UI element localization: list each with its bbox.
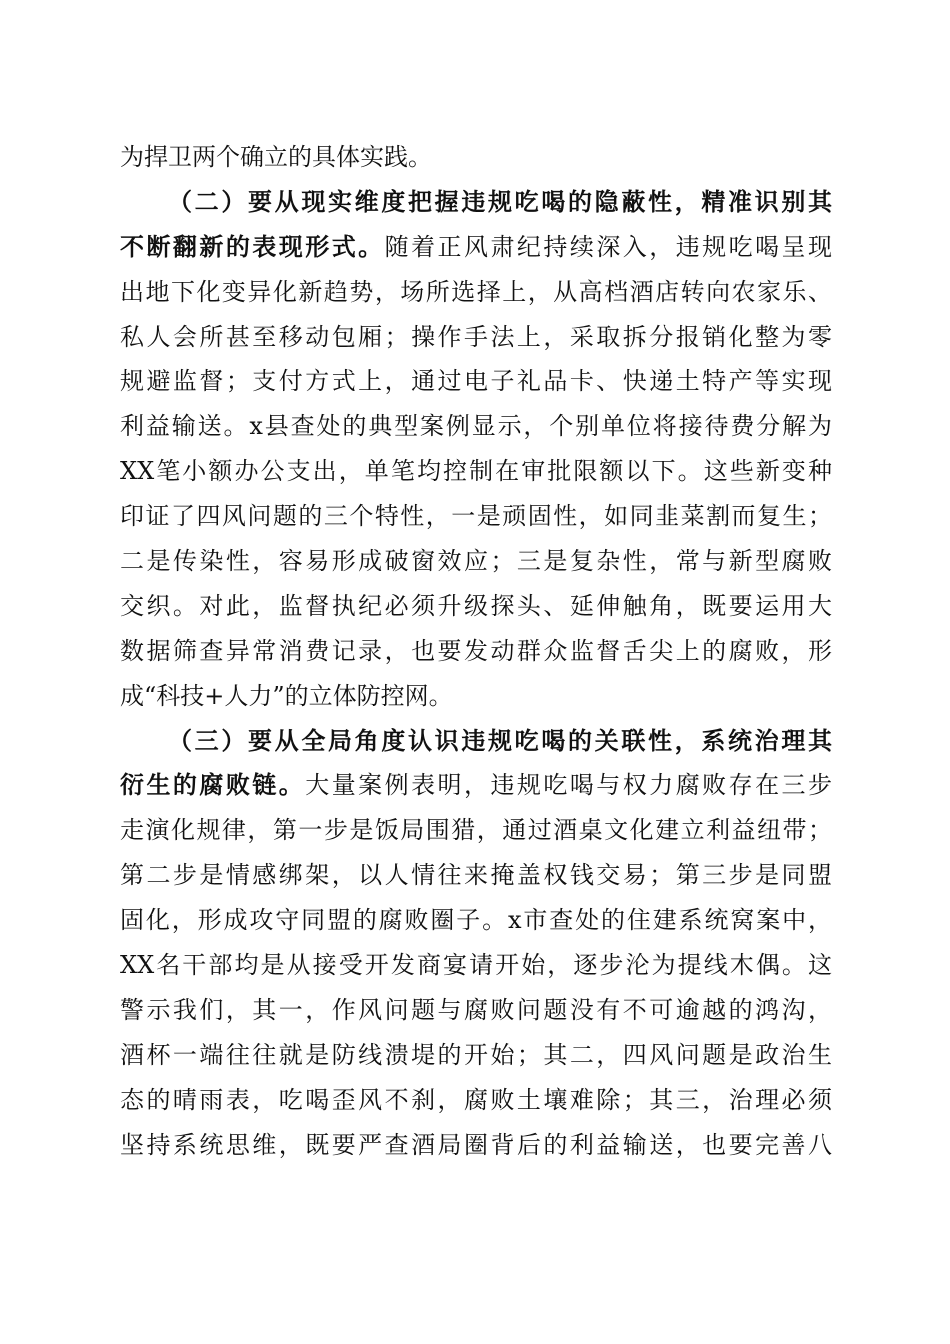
text-line: 交织。对此，监督执纪必须升级探头、延伸触角，既要运用大 bbox=[120, 591, 832, 620]
document-body bbox=[120, 135, 832, 1167]
section-heading-2: （二）要从现实维度把握违规吃喝的隐蔽性，精准识别其 bbox=[168, 186, 832, 216]
text-line: 坚持系统思维，既要严查酒局圈背后的利益输送，也要完善八 bbox=[120, 1130, 832, 1159]
section-heading-3: （三）要从全局角度认识违规吃喝的关联性，系统治理其 bbox=[168, 725, 832, 755]
text-line: 固化，形成攻守同盟的腐败圈子。x市查处的住建系统窝案中， bbox=[120, 906, 832, 935]
section-heading-2-cont: 不断翻新的表现形式。 bbox=[120, 231, 385, 261]
text-line: 利益输送。x县查处的典型案例显示，个别单位将接待费分解为 bbox=[120, 412, 832, 441]
text-span: 随着正风肃纪持续深入，违规吃喝呈现 bbox=[384, 232, 833, 261]
text-line: 为捍卫两个确立的具体实践。 bbox=[120, 143, 432, 171]
section-heading-3-cont: 衍生的腐败链。 bbox=[120, 770, 306, 800]
text-line: 第二步是情感绑架，以人情往来掩盖权钱交易；第三步是同盟 bbox=[120, 861, 832, 890]
text-line bbox=[120, 225, 832, 270]
text-line: 印证了四风问题的三个特性，一是顽固性，如同韭菜割而复生； bbox=[120, 502, 832, 531]
text-line: 警示我们，其一，作风问题与腐败问题没有不可逾越的鸿沟， bbox=[120, 995, 832, 1024]
text-line: XX名干部均是从接受开发商宴请开始，逐步沦为提线木偶。这 bbox=[120, 951, 832, 980]
text-line: 态的晴雨表，吃喝歪风不刹，腐败土壤难除；其三，治理必须 bbox=[120, 1085, 832, 1114]
text-line: 数据筛查异常消费记录，也要发动群众监督舌尖上的腐败，形 bbox=[120, 636, 832, 665]
text-line: 规避监督；支付方式上，通过电子礼品卡、快递土特产等实现 bbox=[120, 367, 832, 396]
text-line: 酒杯一端往往就是防线溃堤的开始；其二，四风问题是政治生 bbox=[120, 1040, 832, 1069]
text-line: 出地下化变异化新趋势，场所选择上，从高档酒店转向农家乐、 bbox=[120, 277, 832, 306]
text-span: 大量案例表明，违规吃喝与权力腐败存在三步 bbox=[305, 771, 833, 800]
text-line: 成“科技+人力”的立体防控网。 bbox=[120, 681, 453, 710]
text-line: 走演化规律，第一步是饭局围猎，通过酒桌文化建立利益纽带； bbox=[120, 816, 832, 845]
text-line: 二是传染性，容易形成破窗效应；三是复杂性，常与新型腐败 bbox=[120, 547, 832, 576]
text-line: 私人会所甚至移动包厢；操作手法上，采取拆分报销化整为零 bbox=[120, 322, 832, 351]
text-line bbox=[120, 763, 832, 808]
text-line: XX笔小额办公支出，单笔均控制在审批限额以下。这些新变种 bbox=[120, 457, 832, 486]
